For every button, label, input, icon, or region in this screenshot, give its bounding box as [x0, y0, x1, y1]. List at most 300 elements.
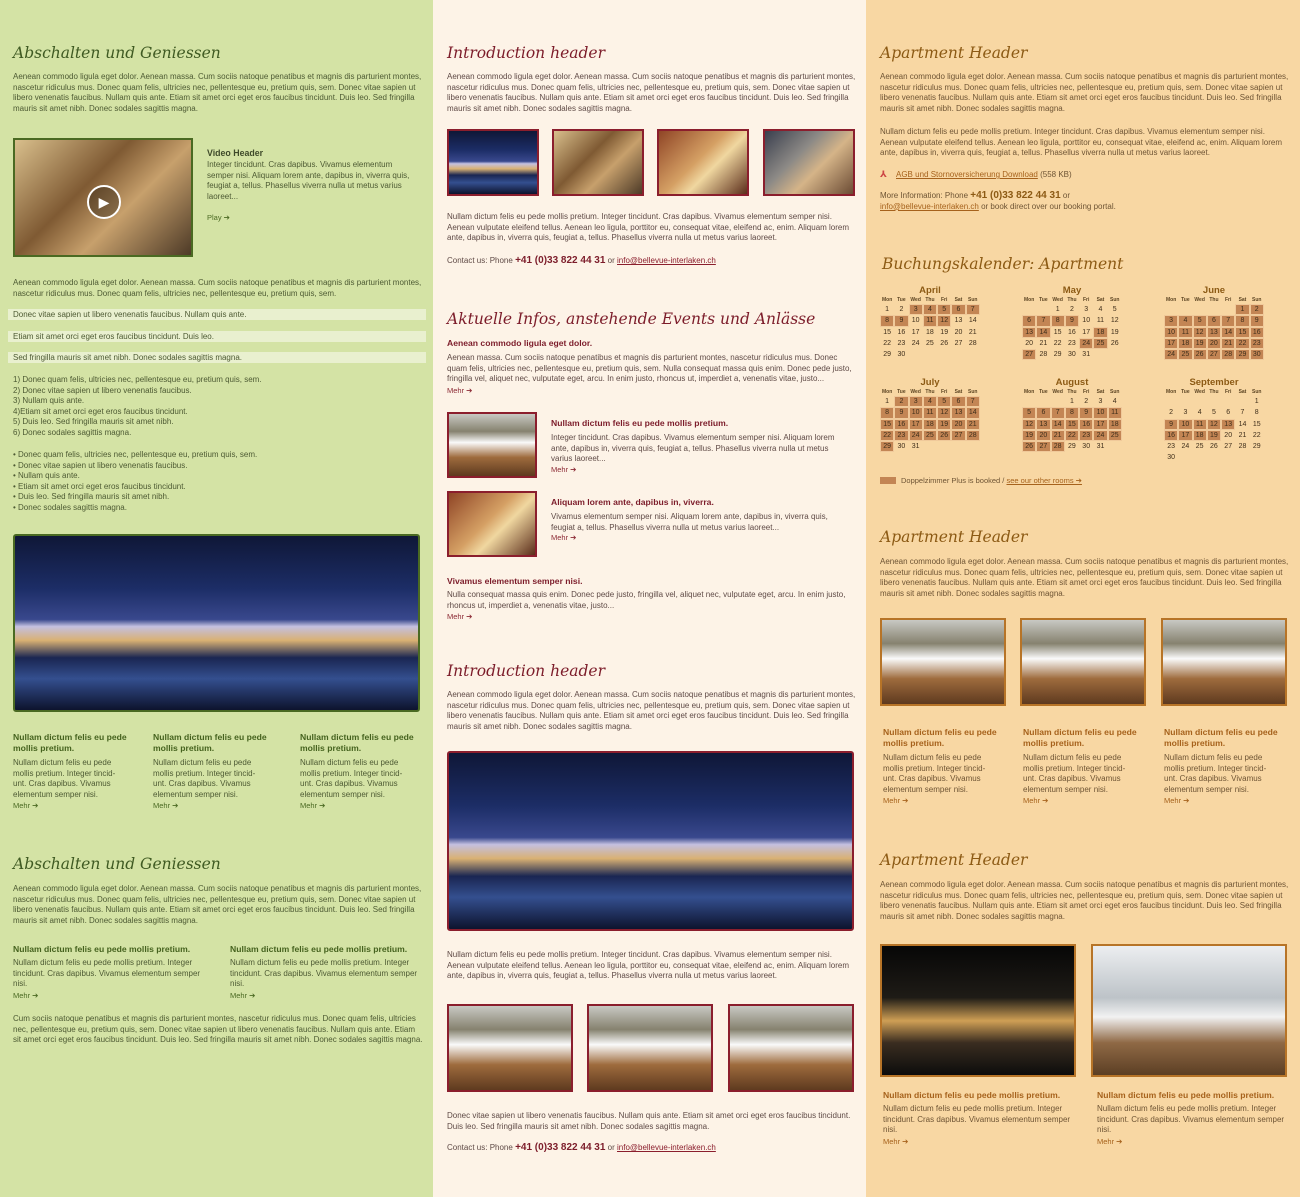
calendar-day[interactable]: 24 [1181, 443, 1190, 451]
calendar-day-booked[interactable]: 21 [1051, 430, 1065, 441]
weekday-label: Sun [1252, 389, 1262, 395]
intro-text: Aenean commodo ligula eget dolor. Aenean massa. Cum sociis natoque penatibus et magnis dis parturient montes, nascetur ridiculus mus. Donec quam felis, ultricies nec, pellentesque eu, pretium quis, sem. Donec vitae sapien ut libero venenatis faucibus. Nullam quis ante. Etiam sit amet orci eget eros faucibus tincidunt. Duis leo. Sed fringilla mauris sit amet nibh. Donec sodales sagittis magna. [880, 72, 1289, 113]
calendar-day-booked[interactable]: 24 [1079, 338, 1093, 349]
pdf-icon: ⅄ [880, 169, 887, 179]
calendar-day[interactable]: 4 [1098, 306, 1103, 313]
calendar-day[interactable]: 30 [1068, 351, 1076, 359]
event-title[interactable]: Nullam dictum felis eu pede mollis pretium. [551, 418, 729, 428]
calendar-day-booked[interactable]: 14 [1036, 327, 1050, 338]
calendar-day-booked[interactable]: 24 [909, 430, 923, 441]
calendar-day[interactable]: 15 [883, 328, 892, 336]
calendar-day[interactable]: 21 [968, 328, 977, 336]
calendar-day-booked[interactable]: 23 [1079, 430, 1093, 441]
more-link[interactable]: Mehr ➔ [447, 386, 473, 395]
weekday-label: Wed [1194, 389, 1205, 395]
calendar-day[interactable]: 3 [1098, 398, 1103, 405]
intro-text: Aenean commodo ligula eget dolor. Aenean massa. Cum sociis natoque penatibus et magnis dis parturient montes, nascetur ridiculus mus. Donec quam felis, ultricies nec, pellentesque eu, pretium quis, sem. Donec vitae sapien ut libero venenatis faucibus. Nullam quis ante. Etiam sit amet orci eget eros faucibus tincidunt. Duis leo. Sed fringilla mauris sit amet nibh. Donec sodales sagittis magna. [447, 690, 856, 731]
calendar-day-booked[interactable]: 12 [1193, 327, 1207, 338]
calendar-day-booked[interactable]: 9 [1250, 315, 1264, 326]
apartment-photo[interactable] [880, 944, 1076, 1077]
section-title: Aktuelle Infos, anstehende Events und Anlässe [447, 310, 816, 328]
calendar-day-booked[interactable]: 17 [909, 419, 923, 430]
calendar-day-booked[interactable]: 15 [880, 419, 894, 430]
month-title: July [920, 377, 940, 388]
card-title: Nullam dictum felis eu pede mollis pretium. [230, 944, 408, 954]
calendar-day[interactable]: 19 [1110, 328, 1119, 336]
calendar-day[interactable]: 24 [911, 339, 920, 347]
calendar-day[interactable]: 2 [1069, 306, 1074, 313]
calendar-day[interactable]: 11 [1096, 317, 1105, 325]
calendar-day[interactable]: 28 [1039, 351, 1048, 359]
calendar-day[interactable]: 31 [1096, 443, 1105, 451]
calendar-day-booked[interactable]: 20 [1036, 430, 1050, 441]
calendar-day-booked[interactable]: 9 [894, 407, 908, 418]
calendar-day-booked[interactable]: 17 [1093, 419, 1107, 430]
card-title: Nullam dictum felis eu pede mollis pretium. [300, 732, 414, 753]
calendar-day-booked[interactable]: 27 [1022, 349, 1036, 360]
calendar-day-booked[interactable]: 26 [937, 430, 951, 441]
calendar-day-booked[interactable]: 4 [923, 304, 937, 315]
weekday-label: Fri [1083, 389, 1090, 395]
calendar-day-booked[interactable]: 14 [966, 407, 980, 418]
calendar-day-booked[interactable]: 15 [1065, 419, 1079, 430]
more-link[interactable]: Mehr ➔ [447, 612, 473, 621]
calendar-day-booked[interactable]: 27 [951, 430, 965, 441]
event-photo[interactable] [447, 412, 537, 478]
calendar-day-booked[interactable]: 13 [1022, 327, 1036, 338]
section-title: Abschalten und Geniessen [13, 855, 221, 873]
thumb-photo[interactable] [552, 129, 644, 196]
weekday-label: Thu [1209, 389, 1219, 395]
calendar-day[interactable]: 22 [1053, 339, 1062, 347]
card-text: Nullam dictum felis eu pede mollis pretium. Integer tincidunt. Cras dapibus. Vivamus elementum semper nisi. [13, 958, 201, 989]
list-item: 4)Etiam sit amet orci eget eros faucibus tincidunt. [13, 406, 188, 416]
more-link[interactable]: Mehr ➔ [13, 991, 39, 1000]
calendar-day-booked[interactable]: 18 [1178, 338, 1192, 349]
calendar-day-booked[interactable]: 7 [1036, 315, 1050, 326]
calendar-empty-cell [1207, 304, 1221, 315]
calendar-day[interactable]: 25 [1195, 443, 1204, 451]
calendar-day[interactable]: 29 [883, 351, 892, 359]
phone-number: +41 (0)33 822 44 31 [970, 190, 1061, 201]
calendar-day[interactable]: 20 [954, 328, 963, 336]
weekday-label: Mon [881, 389, 893, 395]
month-title: April [919, 285, 941, 296]
calendar-month [1164, 285, 1264, 360]
calendar-day-booked[interactable]: 3 [909, 396, 923, 407]
calendar-day[interactable]: 2 [899, 306, 904, 313]
calendar-day-booked[interactable]: 16 [1164, 430, 1178, 441]
calendar-month [1022, 377, 1122, 452]
section-title: Apartment Header [880, 851, 1028, 869]
calendar-day[interactable]: 1 [1254, 398, 1259, 405]
calendar-day-booked[interactable]: 24 [1164, 349, 1178, 360]
calendar-day-booked[interactable]: 14 [1051, 419, 1065, 430]
calendar-empty-cell [1022, 396, 1036, 407]
weekday-label: Fri [941, 389, 948, 395]
calendar-day-booked[interactable]: 11 [923, 407, 937, 418]
weekday-label: Sat [1238, 297, 1247, 303]
calendar-day[interactable]: 26 [940, 339, 949, 347]
calendar-day[interactable]: 13 [954, 317, 963, 325]
calendar-day-booked[interactable]: 29 [1235, 349, 1249, 360]
more-link[interactable]: Mehr ➔ [230, 991, 256, 1000]
more-link[interactable]: Mehr ➔ [1097, 1137, 1123, 1146]
calendar-day-booked[interactable]: 26 [1193, 349, 1207, 360]
calendar-day[interactable]: 30 [1167, 454, 1176, 462]
other-rooms-link[interactable]: see our other rooms ➔ [1006, 476, 1082, 485]
calendar-day[interactable]: 28 [968, 339, 977, 347]
calendar-day[interactable]: 4 [1197, 409, 1202, 417]
more-link[interactable]: Mehr ➔ [13, 801, 39, 810]
calendar-day-booked[interactable]: 10 [1093, 407, 1107, 418]
email-link[interactable]: info@bellevue-interlaken.ch [880, 201, 979, 211]
calendar-day[interactable]: 22 [1252, 431, 1261, 439]
calendar-day-booked[interactable]: 2 [1250, 304, 1264, 315]
weekday-label: Tue [1039, 297, 1048, 303]
calendar-day[interactable]: 23 [897, 339, 906, 347]
calendar-empty-cell [1235, 396, 1249, 407]
weekday-label: Thu [925, 297, 935, 303]
more-link[interactable]: Mehr ➔ [883, 1137, 909, 1146]
calendar-day[interactable]: 20 [1025, 339, 1034, 347]
bullet-list [13, 450, 413, 514]
calendar-day-booked[interactable]: 26 [1022, 441, 1036, 452]
calendar-day-booked[interactable]: 23 [1250, 338, 1264, 349]
calendar-day[interactable]: 30 [897, 443, 906, 451]
calendar-day[interactable]: 14 [968, 317, 977, 325]
thumb-photo[interactable] [657, 129, 749, 196]
calendar-day-booked[interactable]: 13 [1221, 419, 1235, 430]
ordered-list [13, 375, 413, 439]
calendar-day[interactable]: 1 [885, 398, 890, 405]
calendar-day[interactable]: 30 [897, 351, 906, 359]
list-item: • Etiam sit amet orci eget eros faucibus tincidunt. [13, 481, 186, 491]
weekday-label: Mon [1023, 389, 1035, 395]
calendar-day-booked[interactable]: 4 [1178, 315, 1192, 326]
calendar-day-booked[interactable]: 6 [1022, 315, 1036, 326]
calendar-day[interactable]: 15 [1053, 328, 1062, 336]
calendar-day[interactable]: 19 [940, 328, 949, 336]
calendar-day-booked[interactable]: 5 [1193, 315, 1207, 326]
calendar-day-booked[interactable]: 23 [894, 430, 908, 441]
calendar-day-booked[interactable]: 29 [880, 441, 894, 452]
calendar-day-booked[interactable]: 13 [1207, 327, 1221, 338]
calendar-day-booked[interactable]: 17 [1178, 430, 1192, 441]
calendar-day[interactable]: 5 [1112, 306, 1117, 313]
thumb-photo[interactable] [447, 129, 539, 196]
phone-number: +41 (0)33 822 44 31 [515, 1142, 606, 1153]
more-link[interactable]: Mehr ➔ [551, 465, 577, 474]
video-header: Video Header [207, 148, 264, 158]
calendar-day[interactable]: 26 [1110, 339, 1119, 347]
calendar-day-booked[interactable]: 8 [880, 407, 894, 418]
calendar-day[interactable]: 28 [1238, 443, 1247, 451]
calendar-day[interactable]: 2 [1169, 409, 1174, 417]
event-title[interactable]: Aliquam lorem ante, dapibus in, viverra. [551, 497, 714, 507]
calendar-day-booked[interactable]: 1 [1235, 304, 1249, 315]
card-text: Nullam dictum felis eu pede mollis pretium. Integer tincid-unt. Cras dapibus. Vivamus elementum semper nisi. [1023, 753, 1126, 794]
calendar-day-booked[interactable]: 10 [1164, 327, 1178, 338]
calendar-day-booked[interactable]: 28 [1221, 349, 1235, 360]
video-thumbnail[interactable] [13, 138, 193, 257]
calendar-day-booked[interactable]: 25 [1108, 430, 1122, 441]
calendar-day[interactable]: 16 [1068, 328, 1076, 336]
event-photo[interactable] [447, 491, 537, 557]
calendar-day[interactable]: 10 [911, 317, 920, 325]
calendar-day[interactable]: 31 [911, 443, 920, 451]
calendar-day-booked[interactable]: 19 [1022, 430, 1036, 441]
more-link[interactable]: Mehr ➔ [551, 533, 577, 542]
calendar-day[interactable]: 12 [1110, 317, 1119, 325]
apartment-photo[interactable] [1020, 618, 1146, 706]
weekday-label: Sun [968, 389, 978, 395]
calendar-day-booked[interactable]: 6 [951, 304, 965, 315]
calendar-day-booked[interactable]: 13 [1036, 419, 1050, 430]
card-title: Nullam dictum felis eu pede mollis pretium. [883, 727, 997, 748]
calendar-day[interactable]: 30 [1082, 443, 1091, 451]
calendar-day-booked[interactable]: 5 [1022, 407, 1036, 418]
calendar-day-booked[interactable]: 16 [1079, 419, 1093, 430]
calendar-day[interactable]: 27 [1224, 443, 1233, 451]
calendar-day[interactable]: 1 [1069, 398, 1074, 405]
calendar-day-booked[interactable]: 11 [1193, 419, 1207, 430]
calendar-day-booked[interactable]: 18 [1108, 419, 1122, 430]
calendar-day-booked[interactable]: 4 [923, 396, 937, 407]
list-item: 3) Nullam quis ante. [13, 396, 85, 406]
card-text: Nullam dictum felis eu pede mollis pretium. Integer tincidunt. Cras dapibus. Vivamus elementum semper nisi. [883, 1104, 1071, 1135]
calendar-day[interactable]: 2 [1084, 398, 1089, 405]
gallery-photo[interactable] [587, 1004, 713, 1092]
gallery-photo[interactable] [447, 1004, 573, 1092]
card-title: Nullam dictum felis eu pede mollis pretium. [1164, 727, 1278, 748]
calendar-day[interactable]: 7 [1240, 409, 1245, 417]
calendar-day-booked[interactable]: 5 [937, 304, 951, 315]
calendar-day-booked[interactable]: 6 [1036, 407, 1050, 418]
intro-text: Aenean commodo ligula eget dolor. Aenean massa. Cum sociis natoque penatibus et magnis dis parturient montes, nascetur ridiculus mus. Donec quam felis, ultricies nec, pellentesque eu, pretium quis, sem. Donec vitae sapien ut libero venenatis faucibus. Nullam quis ante. Etiam sit amet orci eget eros faucibus tincidunt. Duis leo. Sed fringilla mauris sit amet nibh. Donec sodales sagittis magna. [880, 557, 1289, 598]
weekday-label: Wed [1052, 389, 1063, 395]
weekday-label: Fri [941, 297, 948, 303]
more-link[interactable]: Mehr ➔ [153, 801, 179, 810]
calendar-day[interactable]: 6 [1226, 409, 1231, 417]
list-item: • Donec quam felis, ultricies nec, pellentesque eu, pretium quis, sem. [13, 450, 258, 459]
calendar-day[interactable]: 31 [1082, 351, 1091, 359]
weekday-label: Wed [1194, 297, 1205, 303]
calendar-day[interactable]: 29 [1252, 443, 1261, 451]
calendar-day-booked[interactable]: 27 [1207, 349, 1221, 360]
more-link[interactable]: Mehr ➔ [300, 801, 326, 810]
calendar-day-booked[interactable]: 3 [1164, 315, 1178, 326]
section-title: Apartment Header [880, 44, 1028, 62]
weekday-label: Tue [897, 297, 906, 303]
calendar-day-booked[interactable]: 8 [880, 315, 894, 326]
month-title: September [1189, 377, 1239, 388]
weekday-label: Sat [1238, 389, 1247, 395]
intro-text: Aenean commodo ligula eget dolor. Aenean massa. Cum sociis natoque penatibus et magnis dis parturient montes, nascetur ridiculus mus. Donec quam felis, ultricies nec, pellentesque eu, pretium quis, sem. Donec vitae sapien ut libero venenatis faucibus. Nullam quis ante. Etiam sit amet orci eget eros faucibus tincidunt. Duis leo. Sed fringilla mauris sit amet nibh. Donec sodales sagittis magna. [447, 72, 856, 113]
calendar-day[interactable]: 27 [954, 339, 963, 347]
calendar-day-booked[interactable]: 8 [1065, 407, 1079, 418]
list-item: 1) Donec quam felis, ultricies nec, pellentesque eu, pretium quis, sem. [13, 375, 262, 384]
calendar-day[interactable]: 26 [1210, 443, 1218, 451]
calendar-day-booked[interactable]: 7 [1051, 407, 1065, 418]
calendar-day[interactable]: 3 [1084, 306, 1089, 313]
calendar-day[interactable]: 17 [911, 328, 920, 336]
calendar-day-booked[interactable]: 7 [966, 304, 980, 315]
more-info-line: More Information: Phone +41 (0)33 822 44 31 or info@bellevue-interlaken.ch or book direct over our booking portal. [880, 190, 1116, 211]
list-item: • Donec vitae sapien ut libero venenatis faucibus. [13, 460, 188, 470]
event-text: Nulla consequat massa quis enim. Donec pede justo, fringilla vel, aliquet nec, vulputate eget, arcu. In enim justo, rhoncus ut, imperdiet a, venenatis vitae, justo... [447, 590, 846, 610]
calendar-day-booked[interactable]: 25 [1093, 338, 1107, 349]
calendar-day-booked[interactable]: 28 [1051, 441, 1065, 452]
calendar-day-booked[interactable]: 12 [1207, 419, 1221, 430]
calendar-day-booked[interactable]: 11 [923, 315, 937, 326]
calendar-day[interactable]: 23 [1167, 443, 1176, 451]
calendar-day[interactable]: 8 [1254, 409, 1259, 417]
card-title: Nullam dictum felis eu pede mollis pretium. [1097, 1090, 1275, 1100]
calendar-day-booked[interactable]: 22 [1065, 430, 1079, 441]
bottom-text: Cum sociis natoque penatibus et magnis dis parturient montes, nascetur ridiculus mus. Donec quam felis, ultricies nec, pellentesque eu, pretium quis, sem. Donec vitae sapien ut libero venenatis faucibus. Nullam quis ante. Etiam sit amet orci eget eros faucibus tincidunt. Duis leo. Sed fringilla mauris sit amet nibh. Donec sodales sagittis magna. [13, 1014, 423, 1045]
weekday-label: Tue [1181, 389, 1190, 395]
calendar-day-booked[interactable]: 20 [1207, 338, 1221, 349]
calendar-day-booked[interactable]: 9 [1079, 407, 1093, 418]
calendar-empty-cell [1164, 396, 1178, 407]
calendar-day-booked[interactable]: 21 [1221, 338, 1235, 349]
weekday-label: Mon [881, 297, 893, 303]
calendar-day[interactable]: 16 [897, 328, 906, 336]
card-text: Nullam dictum felis eu pede mollis pretium. Integer tincidunt. Cras dapibus. Vivamus elementum semper nisi. [1097, 1104, 1285, 1135]
weekday-label: Fri [1225, 389, 1232, 395]
calendar-day-booked[interactable]: 22 [1235, 338, 1249, 349]
calendar-day-booked[interactable]: 11 [1108, 407, 1122, 418]
calendar-day-booked[interactable]: 15 [1235, 327, 1249, 338]
calendar-day-booked[interactable]: 28 [966, 430, 980, 441]
section-title: Introduction header [447, 662, 605, 680]
calendar-day-booked[interactable]: 25 [1178, 349, 1192, 360]
calendar-day-booked[interactable]: 12 [1022, 419, 1036, 430]
more-link[interactable]: Mehr ➔ [1164, 796, 1190, 805]
calendar-day-booked[interactable]: 2 [894, 396, 908, 407]
email-link[interactable]: info@bellevue-interlaken.ch [617, 1143, 716, 1152]
list-item: 5) Duis leo. Sed fringilla mauris sit amet nibh. [13, 417, 174, 427]
calendar-day[interactable]: 21 [1238, 431, 1247, 439]
calendar-day[interactable]: 29 [1068, 443, 1076, 451]
calendar-day[interactable]: 17 [1082, 328, 1091, 336]
calendar-day[interactable]: 5 [1211, 409, 1216, 417]
pdf-download[interactable]: ⅄ AGB und Stornoversicherung Download (558 KB) [880, 169, 1072, 179]
calendar-day[interactable]: 20 [1224, 431, 1233, 439]
calendar-day[interactable]: 21 [1039, 339, 1048, 347]
play-icon[interactable]: ▶ [87, 185, 121, 219]
calendar-day-booked[interactable]: 9 [894, 315, 908, 326]
calendar-title: Buchungskalender: Apartment [882, 255, 1124, 273]
more-link[interactable]: Mehr ➔ [1023, 796, 1049, 805]
calendar-day[interactable]: 25 [926, 339, 934, 347]
calendar-day-booked[interactable]: 8 [1051, 315, 1065, 326]
calendar-day[interactable]: 3 [1183, 409, 1188, 417]
list-item: • Nullam quis ante. [13, 471, 80, 481]
calendar-day[interactable]: 4 [1112, 398, 1117, 405]
calendar-day-booked[interactable]: 19 [937, 419, 951, 430]
calendar-day-booked[interactable]: 13 [951, 407, 965, 418]
calendar-day-booked[interactable]: 21 [966, 419, 980, 430]
calendar-day-booked[interactable]: 7 [966, 396, 980, 407]
contact-line: Contact us: Phone +41 (0)33 822 44 31 or info@bellevue-interlaken.ch [447, 1142, 716, 1153]
calendar-day-booked[interactable]: 24 [1093, 430, 1107, 441]
calendar-day-booked[interactable]: 19 [1207, 430, 1221, 441]
calendar-day-booked[interactable]: 10 [1178, 419, 1192, 430]
more-link[interactable]: Mehr ➔ [883, 796, 909, 805]
calendar-day-booked[interactable]: 27 [1036, 441, 1050, 452]
calendar-day-booked[interactable]: 16 [894, 419, 908, 430]
calendar-day-booked[interactable]: 18 [1193, 430, 1207, 441]
calendar-day-booked[interactable]: 9 [1065, 315, 1079, 326]
calendar-empty-cell [1051, 396, 1065, 407]
calendar-day[interactable]: 1 [885, 306, 890, 313]
calendar-day[interactable]: 15 [1252, 420, 1261, 428]
calendar-day[interactable]: 10 [1082, 317, 1091, 325]
calendar-day-booked[interactable]: 22 [880, 430, 894, 441]
weekday-label: Mon [1023, 297, 1035, 303]
calendar-day-booked[interactable]: 19 [1193, 338, 1207, 349]
pdf-link[interactable]: AGB und Stornoversicherung Download [896, 170, 1038, 179]
calendar-day-booked[interactable]: 7 [1221, 315, 1235, 326]
calendar-day-booked[interactable]: 6 [1207, 315, 1221, 326]
calendar-day-booked[interactable]: 20 [951, 419, 965, 430]
weekday-label: Wed [1052, 297, 1063, 303]
calendar-day-booked[interactable]: 10 [909, 407, 923, 418]
apartment-photo[interactable] [880, 618, 1006, 706]
email-link[interactable]: info@bellevue-interlaken.ch [617, 256, 716, 265]
calendar-day-booked[interactable]: 30 [1250, 349, 1264, 360]
month-title: August [1055, 377, 1089, 388]
apartment-photo[interactable] [1091, 944, 1287, 1077]
calendar-empty-cell [1178, 304, 1192, 315]
calendar-day-booked[interactable]: 17 [1164, 338, 1178, 349]
highlight-bar: Donec vitae sapien ut libero venenatis faucibus. Nullam quis ante. [8, 309, 426, 320]
calendar-day-booked[interactable]: 25 [923, 430, 937, 441]
weekday-label: Sat [1096, 389, 1105, 395]
description-text: Nullam dictum felis eu pede mollis pretium. Integer tincidunt. Cras dapibus. Vivamus elementum semper nisi. Aenean vulputate eleifend tellus. Aenean leo ligula, porttitor eu, consequat vitae, eleifend ac, enim. Aliquam lorem ante, dapibus in, viverra quis, feugiat a, tellus. Phasellus viverra nulla ut metus varius laoreet. [880, 127, 1283, 158]
calendar-day[interactable]: 1 [1055, 306, 1060, 313]
calendar-day[interactable]: 18 [926, 328, 934, 336]
section-title: Abschalten und Geniessen [13, 44, 221, 62]
calendar-day-booked[interactable]: 9 [1164, 419, 1178, 430]
gallery-photo[interactable] [728, 1004, 854, 1092]
calendar-day[interactable]: 23 [1068, 339, 1076, 347]
calendar-day-booked[interactable]: 11 [1178, 327, 1192, 338]
play-link[interactable]: Play ➔ [207, 213, 230, 222]
calendar-day[interactable]: 14 [1238, 420, 1247, 428]
calendar-day-booked[interactable]: 12 [937, 315, 951, 326]
calendar-day-booked[interactable]: 16 [1250, 327, 1264, 338]
calendar-day-booked[interactable]: 18 [1093, 327, 1107, 338]
calendar-empty-cell [1221, 304, 1235, 315]
calendar-day-booked[interactable]: 5 [937, 396, 951, 407]
event-title[interactable]: Vivamus elementum semper nisi. [447, 576, 583, 586]
calendar-day[interactable]: 22 [883, 339, 892, 347]
calendar-empty-cell [1207, 396, 1221, 407]
thumb-photo[interactable] [763, 129, 855, 196]
calendar-day-booked[interactable]: 14 [1221, 327, 1235, 338]
calendar-day-booked[interactable]: 8 [1235, 315, 1249, 326]
calendar-day[interactable]: 29 [1053, 351, 1062, 359]
card-title: Nullam dictum felis eu pede mollis pretium. [153, 732, 267, 753]
calendar-day-booked[interactable]: 12 [937, 407, 951, 418]
calendar-day-booked[interactable]: 6 [951, 396, 965, 407]
calendar-day-booked[interactable]: 18 [923, 419, 937, 430]
apartment-photo[interactable] [1161, 618, 1287, 706]
calendar-day-booked[interactable]: 3 [909, 304, 923, 315]
